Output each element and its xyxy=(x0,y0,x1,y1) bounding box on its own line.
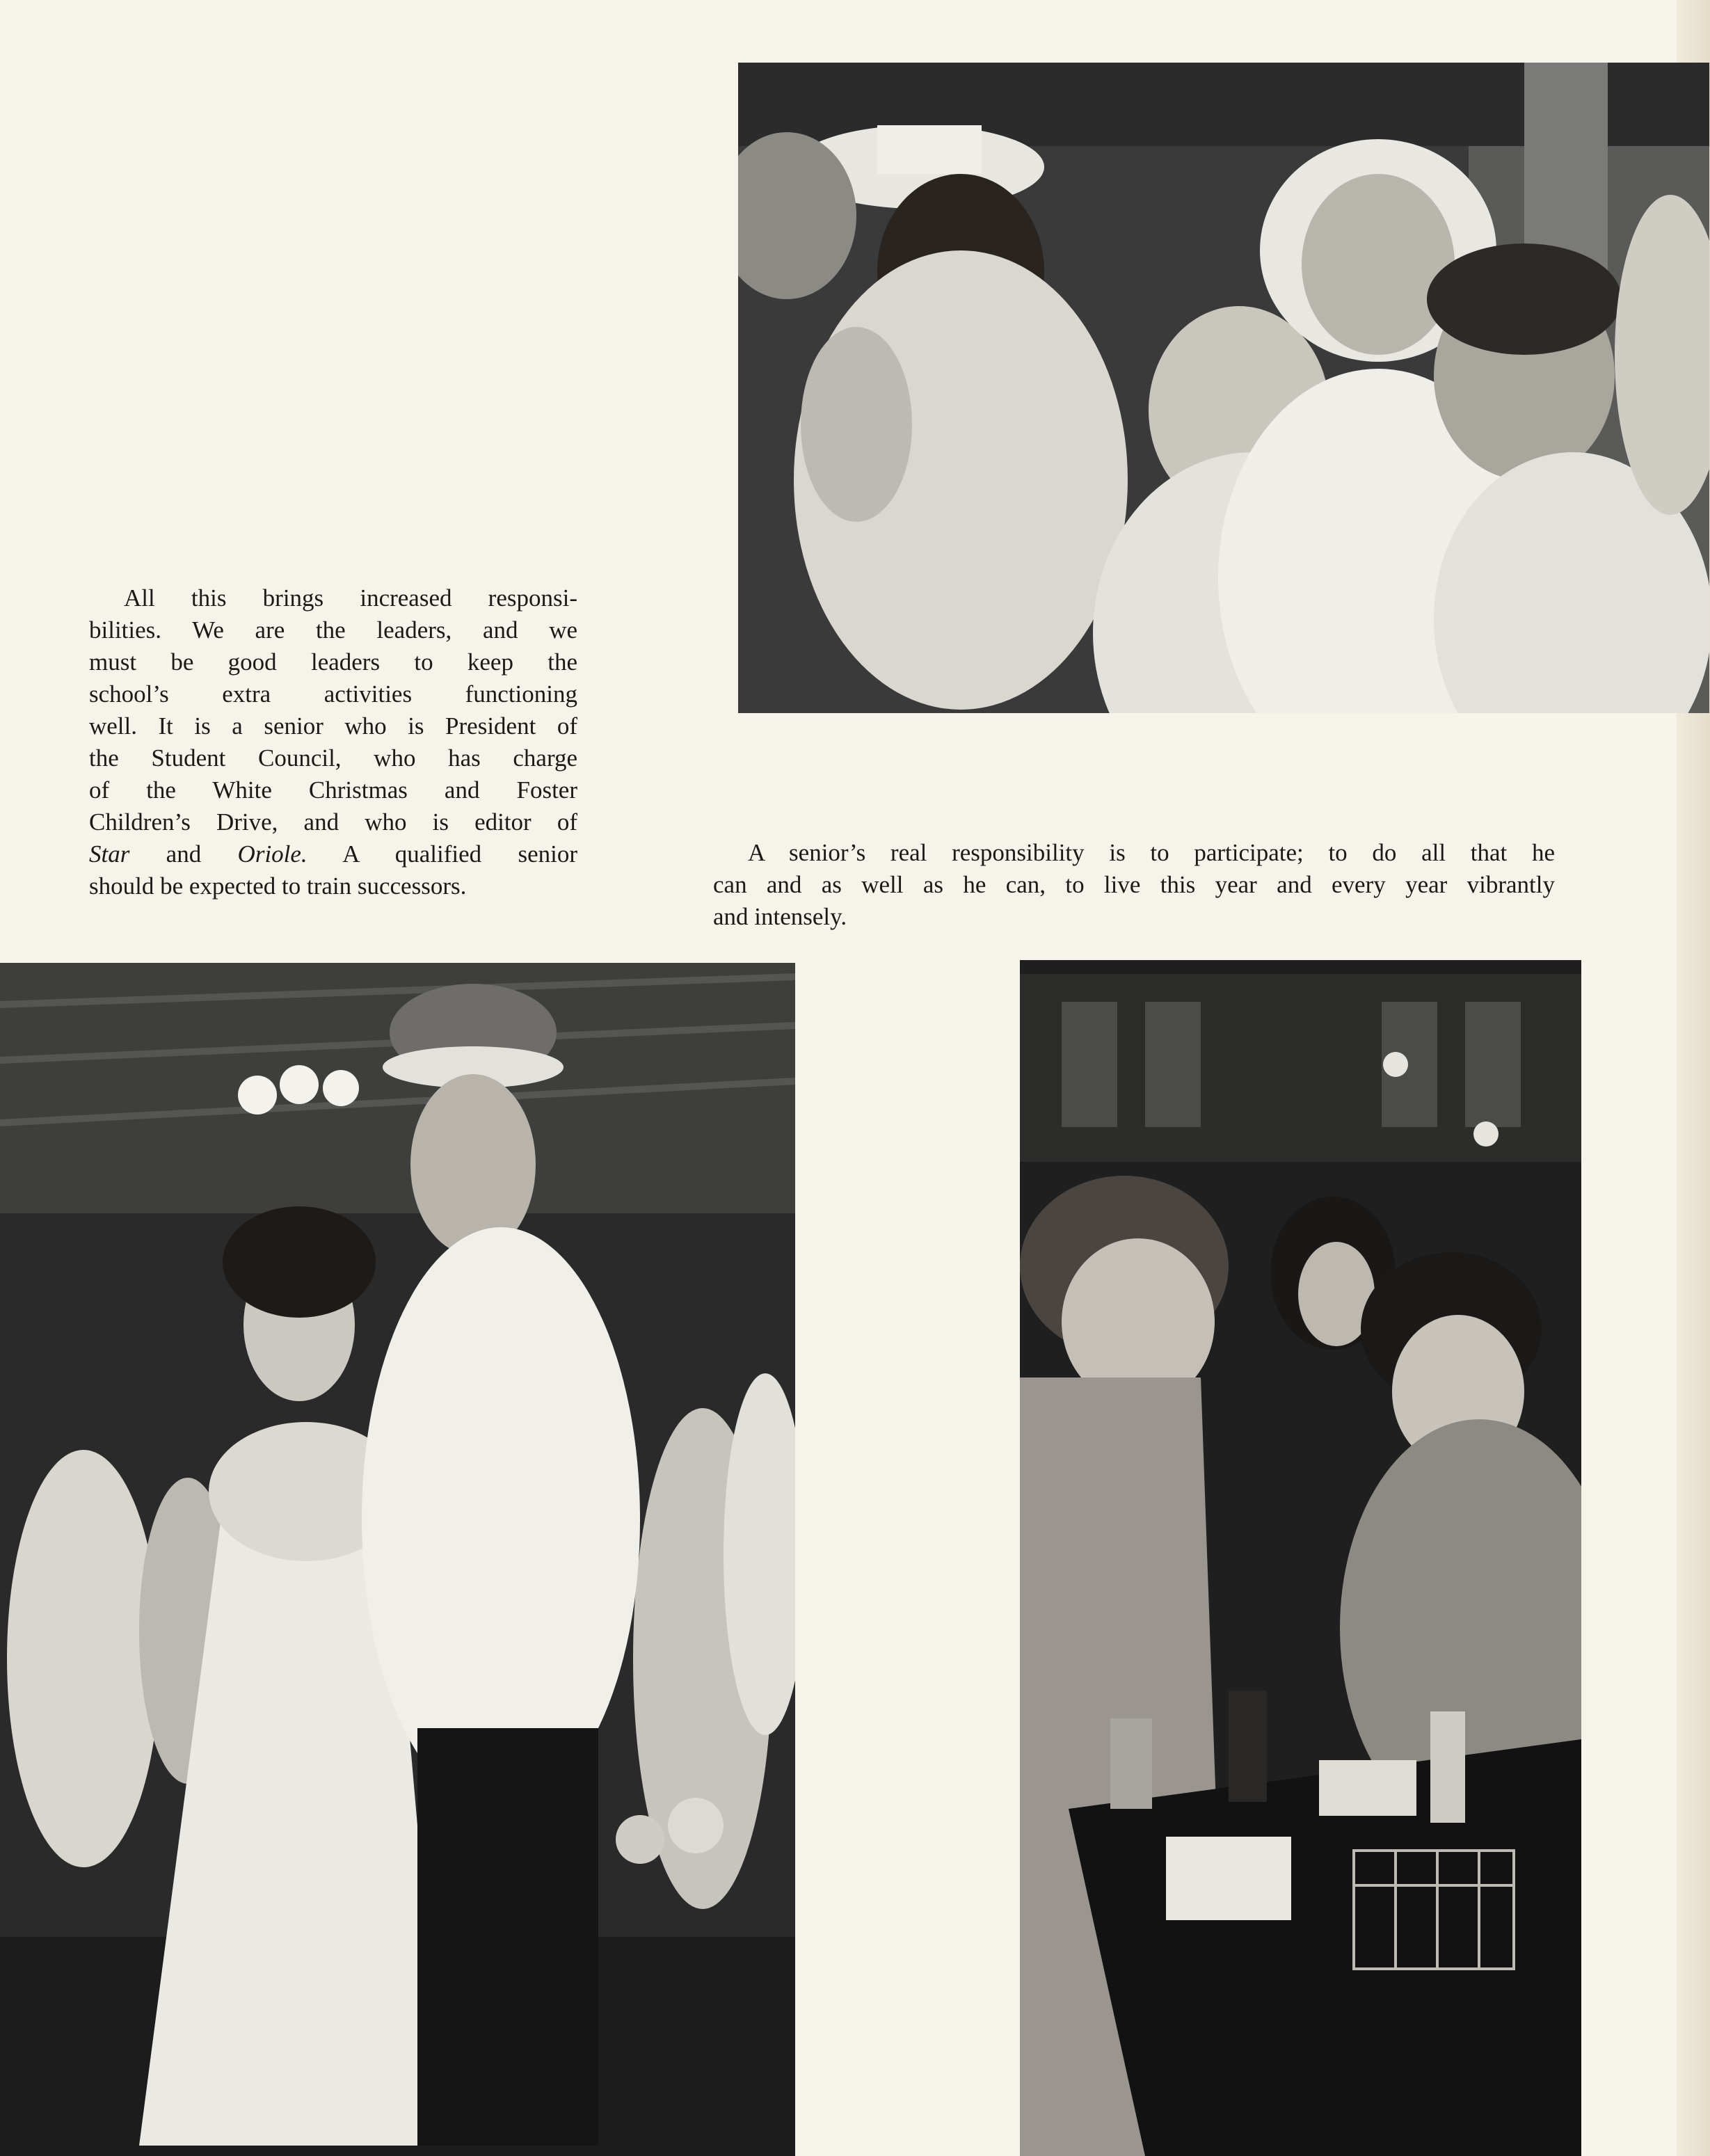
publication-title-star: Star xyxy=(89,840,130,868)
text-line: can and as well as he can, to live this year and every year vibrantly xyxy=(713,871,1555,898)
photo-senior-hats xyxy=(738,63,1709,713)
text-line: and intensely. xyxy=(713,903,847,930)
publication-title-oriole: Oriole. xyxy=(237,840,307,868)
text-line: school’s extra activities functioning xyxy=(89,680,577,708)
text-line xyxy=(89,838,577,870)
text-line: bilities. We are the leaders, and we xyxy=(89,616,577,644)
photo-prom-dance xyxy=(0,963,795,2156)
paragraph-senior-leaders xyxy=(89,582,577,902)
text-line: should be expected to train successors. xyxy=(89,872,467,900)
text-line: well. It is a senior who is President of xyxy=(89,712,577,740)
text-fragment: A qualified senior xyxy=(307,840,577,868)
text-line: Children’s Drive, and who is editor of xyxy=(89,808,577,836)
text-line: A senior’s real responsibility is to participate; to do all that he xyxy=(748,839,1555,866)
text-line: All this brings increased responsi- xyxy=(124,584,577,612)
text-line: the Student Council, who has charge xyxy=(89,744,577,772)
paragraph-senior-responsibility xyxy=(713,837,1555,933)
text-line: must be good leaders to keep the xyxy=(89,648,577,676)
text-line: of the White Christmas and Foster xyxy=(89,776,577,804)
text-fragment: and xyxy=(129,840,238,868)
photo-lab-students xyxy=(1020,960,1581,2156)
